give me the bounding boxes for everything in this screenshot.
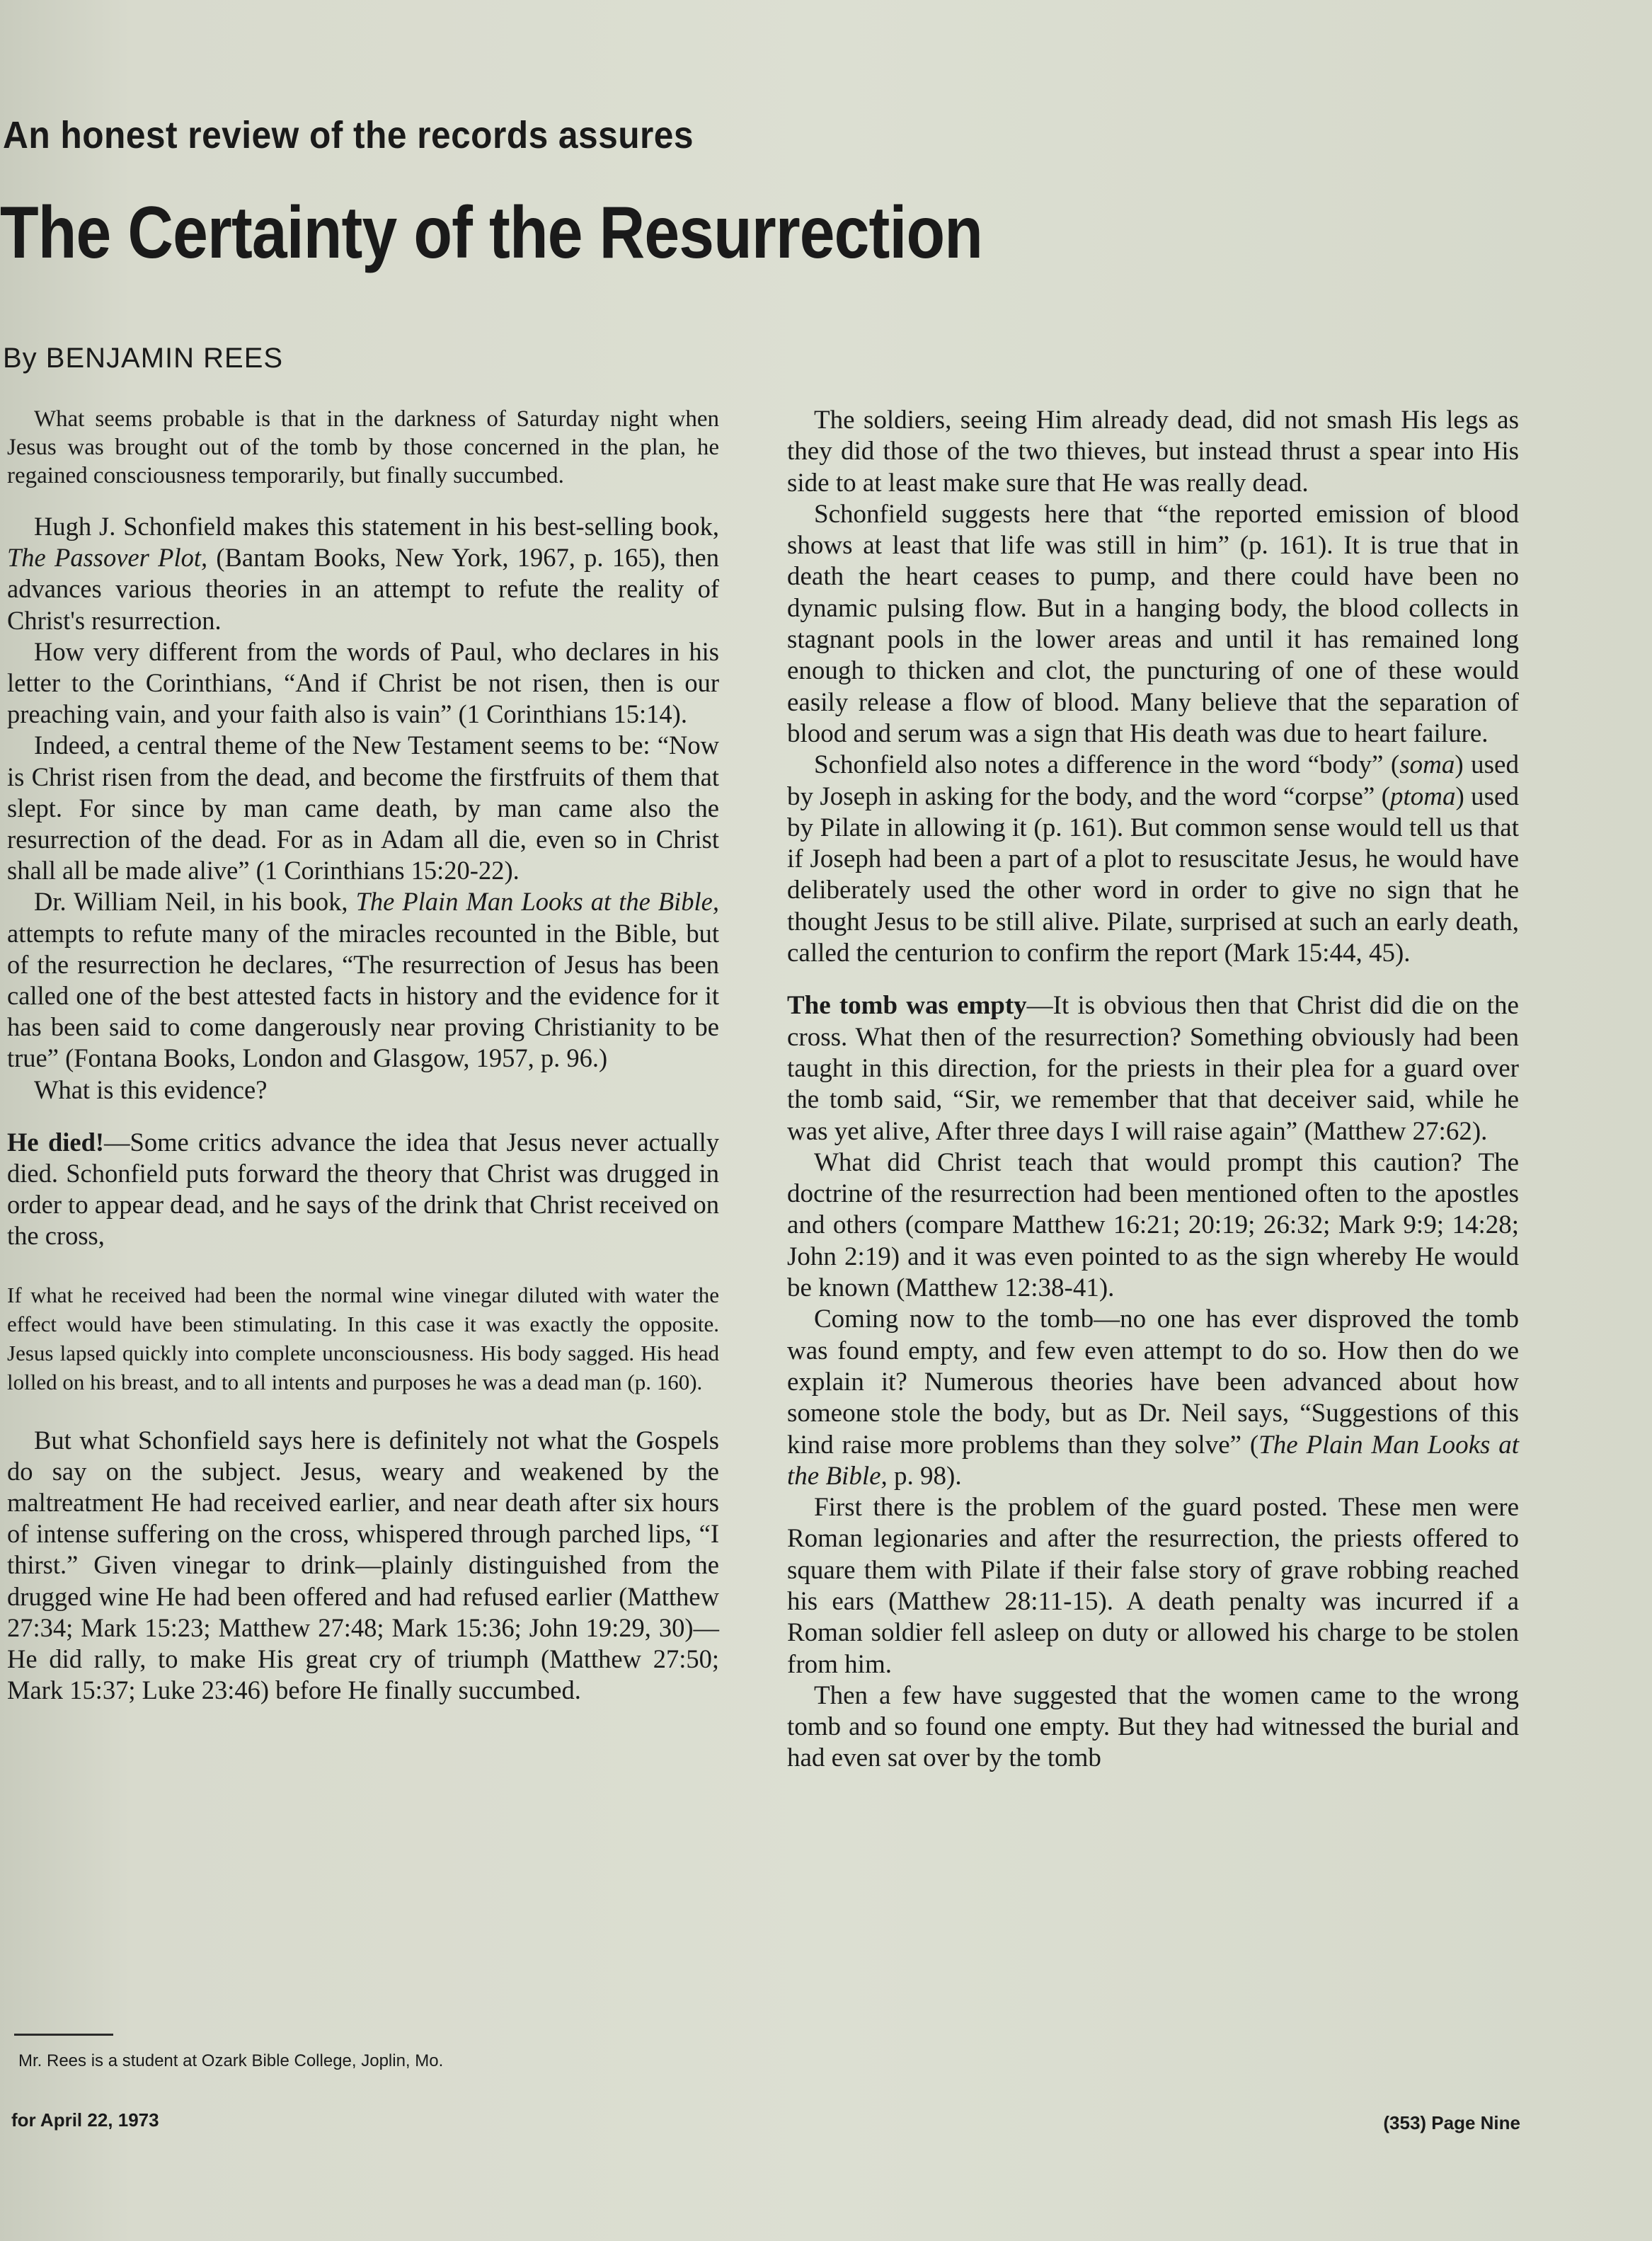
book-title: The Plain Man Looks at the Bible, <box>787 1430 1519 1491</box>
paragraph: Schonfield suggests here that “the reported emission of blood shows at least that life was still in him” (p. 161). It is true that in death the heart ceases to pump, and there could have been no dynamic pulsing flow. But in a hanging body, the blood collects in stagnant pools in the lower areas and until it has remained long enough to thicken and clot, the puncturing of one of these would easily release a flow of blood. Many believe that the separation of blood and serum was a sign that His death was due to heart failure. <box>787 499 1519 748</box>
paragraph: What is this evidence? <box>34 1074 268 1104</box>
opening-quote: What seems probable is that in the darkness of Saturday night when Jesus was brought out of the tomb by those concerned in the plan, he regained consciousness temporarily, but finally succumbed. <box>7 406 719 488</box>
paragraph: But what Schonfield says here is definitely not what the Gospels do say on the subject. Jesus, weary and weakened by the maltreatment He had received earlier, and near death after six hours of intense suffering on the cross, whispered through parched lips, “I thirst.” Given vinegar to drink—plainly distinguished from the drugged wine He had been offered and had refused earlier (Matthew 27:34; Mark 15:23; Matthew 27:48; Mark 15:36; John 19:29, 30)—He did rally, to make His great cry of triumph (Matthew 27:50; Mark 15:37; Luke 23:46) before He finally succumbed. <box>7 1425 719 1705</box>
greek-term: ptoma <box>1389 781 1456 811</box>
paragraph: The soldiers, seeing Him already dead, did not smash His legs as they did those of the two thieves, but instead thrust a spear into His side to at least make sure that He was really dead. <box>787 406 1519 498</box>
paragraph: Then a few have suggested that the women came to the wrong tomb and so found one empty. But they had witnessed the burial and had even sat over by the tomb <box>787 1680 1519 1773</box>
page-number: (353) Page Nine <box>1383 2112 1520 2133</box>
section-paragraph <box>7 1127 719 1252</box>
text-run: Hugh J. Schonfield makes this statement in his best-selling book, <box>34 512 719 541</box>
paragraph <box>7 511 719 636</box>
text-run: attempts to refute many of the miracles recounted in the Bible, but of the resurrection he declares, “The resurrection of Jesus has been called one of the best attested facts in history and the evidence for it has been said to come dangerously near proving Christianity to be true” (Fontana Books, London and Glasgow, 1957, p. 96.) <box>7 918 719 1073</box>
paragraph <box>787 1304 1519 1492</box>
text-run: (Bantam Books, New York, 1967, p. 165), then advances various theories in an attempt to refute the reality of Christ's resurrection. <box>7 543 719 635</box>
section-paragraph <box>787 990 1519 1147</box>
text-run: Dr. William Neil, in his book, <box>34 887 356 917</box>
article-title: The Certainty of the Resurrection <box>0 192 982 274</box>
paragraph: How very different from the words of Paul, who declares in his letter to the Corinthians, “And if Christ be not risen, then is our preaching vain, and your faith also is vain” (1 Corinthians 15:14). <box>7 636 719 729</box>
book-title: The Plain Man Looks at the Bible, <box>355 887 720 917</box>
right-column <box>787 405 1519 1775</box>
paragraph: What did Christ teach that would prompt this caution? The doctrine of the resurrection had been mentioned often to the apostles and others (compare Matthew 16:21; 20:19; 26:32; Mark 9:9; 14:28; John 2:19) and it was even pointed to as the sign whereby He would be known (Matthew 12:38-41). <box>787 1147 1519 1303</box>
text-run: p. 98). <box>887 1461 962 1491</box>
text-run: —Some critics advance the idea that Jesus never actually died. Schonfield puts forward the theory that Christ was drugged in order to appear dead, and he says of the drink that Christ received on the cross, <box>7 1127 719 1251</box>
text-run: Schonfield also notes a difference in the word “body” ( <box>814 750 1400 780</box>
byline: By BENJAMIN REES <box>3 343 284 374</box>
subheading: The tomb was empty <box>787 991 1027 1021</box>
text-run: ) used by Joseph in asking for the body, and the word “corpse” ( <box>787 750 1519 811</box>
book-title: The Passover Plot, <box>7 543 208 573</box>
paragraph: First there is the problem of the guard posted. These men were Roman legionaries and after the resurrection, the priests offered to square them with Pilate if their false story of grave robbing reached his ears (Matthew 28:11-15). A death penalty was incurred if a Roman soldier fell asleep on duty or allowed his charge to be stolen from him. <box>787 1493 1519 1679</box>
text-run: —It is obvious then that Christ did die on the cross. What then of the resurrection? Something obviously had been taught in this direction, for the priests in their plea for a guard over the tomb said, “Sir, we remember that that deceiver said, while he was yet alive, After three days I will raise again” (Matthew 27:62). <box>787 991 1519 1146</box>
text-run: ) used by Pilate in allowing it (p. 161). But common sense would tell us that if Joseph had been a part of a plot to resuscitate Jesus, he would have deliberately used the other word in order to give no sign that he thought Jesus to be still alive. Pilate, surprised at such an early death, called the centurion to confirm the report (Mark 15:44, 45). <box>787 781 1519 968</box>
left-column <box>7 405 719 1707</box>
author-footnote: Mr. Rees is a student at Ozark Bible College, Joplin, Mo. <box>18 2051 444 2070</box>
paragraph <box>787 750 1519 969</box>
issue-date: for April 22, 1973 <box>11 2109 159 2131</box>
text-run: Coming now to the tomb—no one has ever disproved the tomb was found empty, and few even attempt to do so. How then do we explain it? Numerous theories have been advanced about how someone stole the body, but as Dr. Neil says, “Suggestions of this kind raise more problems than they solve” ( <box>787 1305 1519 1460</box>
paragraph: Indeed, a central theme of the New Testament seems to be: “Now is Christ risen from the dead, and become the firstfruits of them that slept. For since by man came death, by man came also the resurrection of the dead. For as in Adam all die, even so in Christ shall all be made alive” (1 Corinthians 15:20-22). <box>7 730 719 885</box>
greek-term: soma <box>1399 750 1455 780</box>
paragraph <box>7 886 719 1074</box>
article-kicker: An honest review of the records assures <box>3 114 694 156</box>
footnote-rule <box>14 2034 113 2036</box>
subheading: He died! <box>7 1127 105 1157</box>
block-quote: If what he received had been the normal wine vinegar diluted with water the effect would have been stimulating. In this case it was exactly the opposite. Jesus lapsed quickly into complete unconsciousness. His body sagged. His head lolled on his breast, and to all intents and purposes he was a dead man (p. 160). <box>7 1282 719 1394</box>
